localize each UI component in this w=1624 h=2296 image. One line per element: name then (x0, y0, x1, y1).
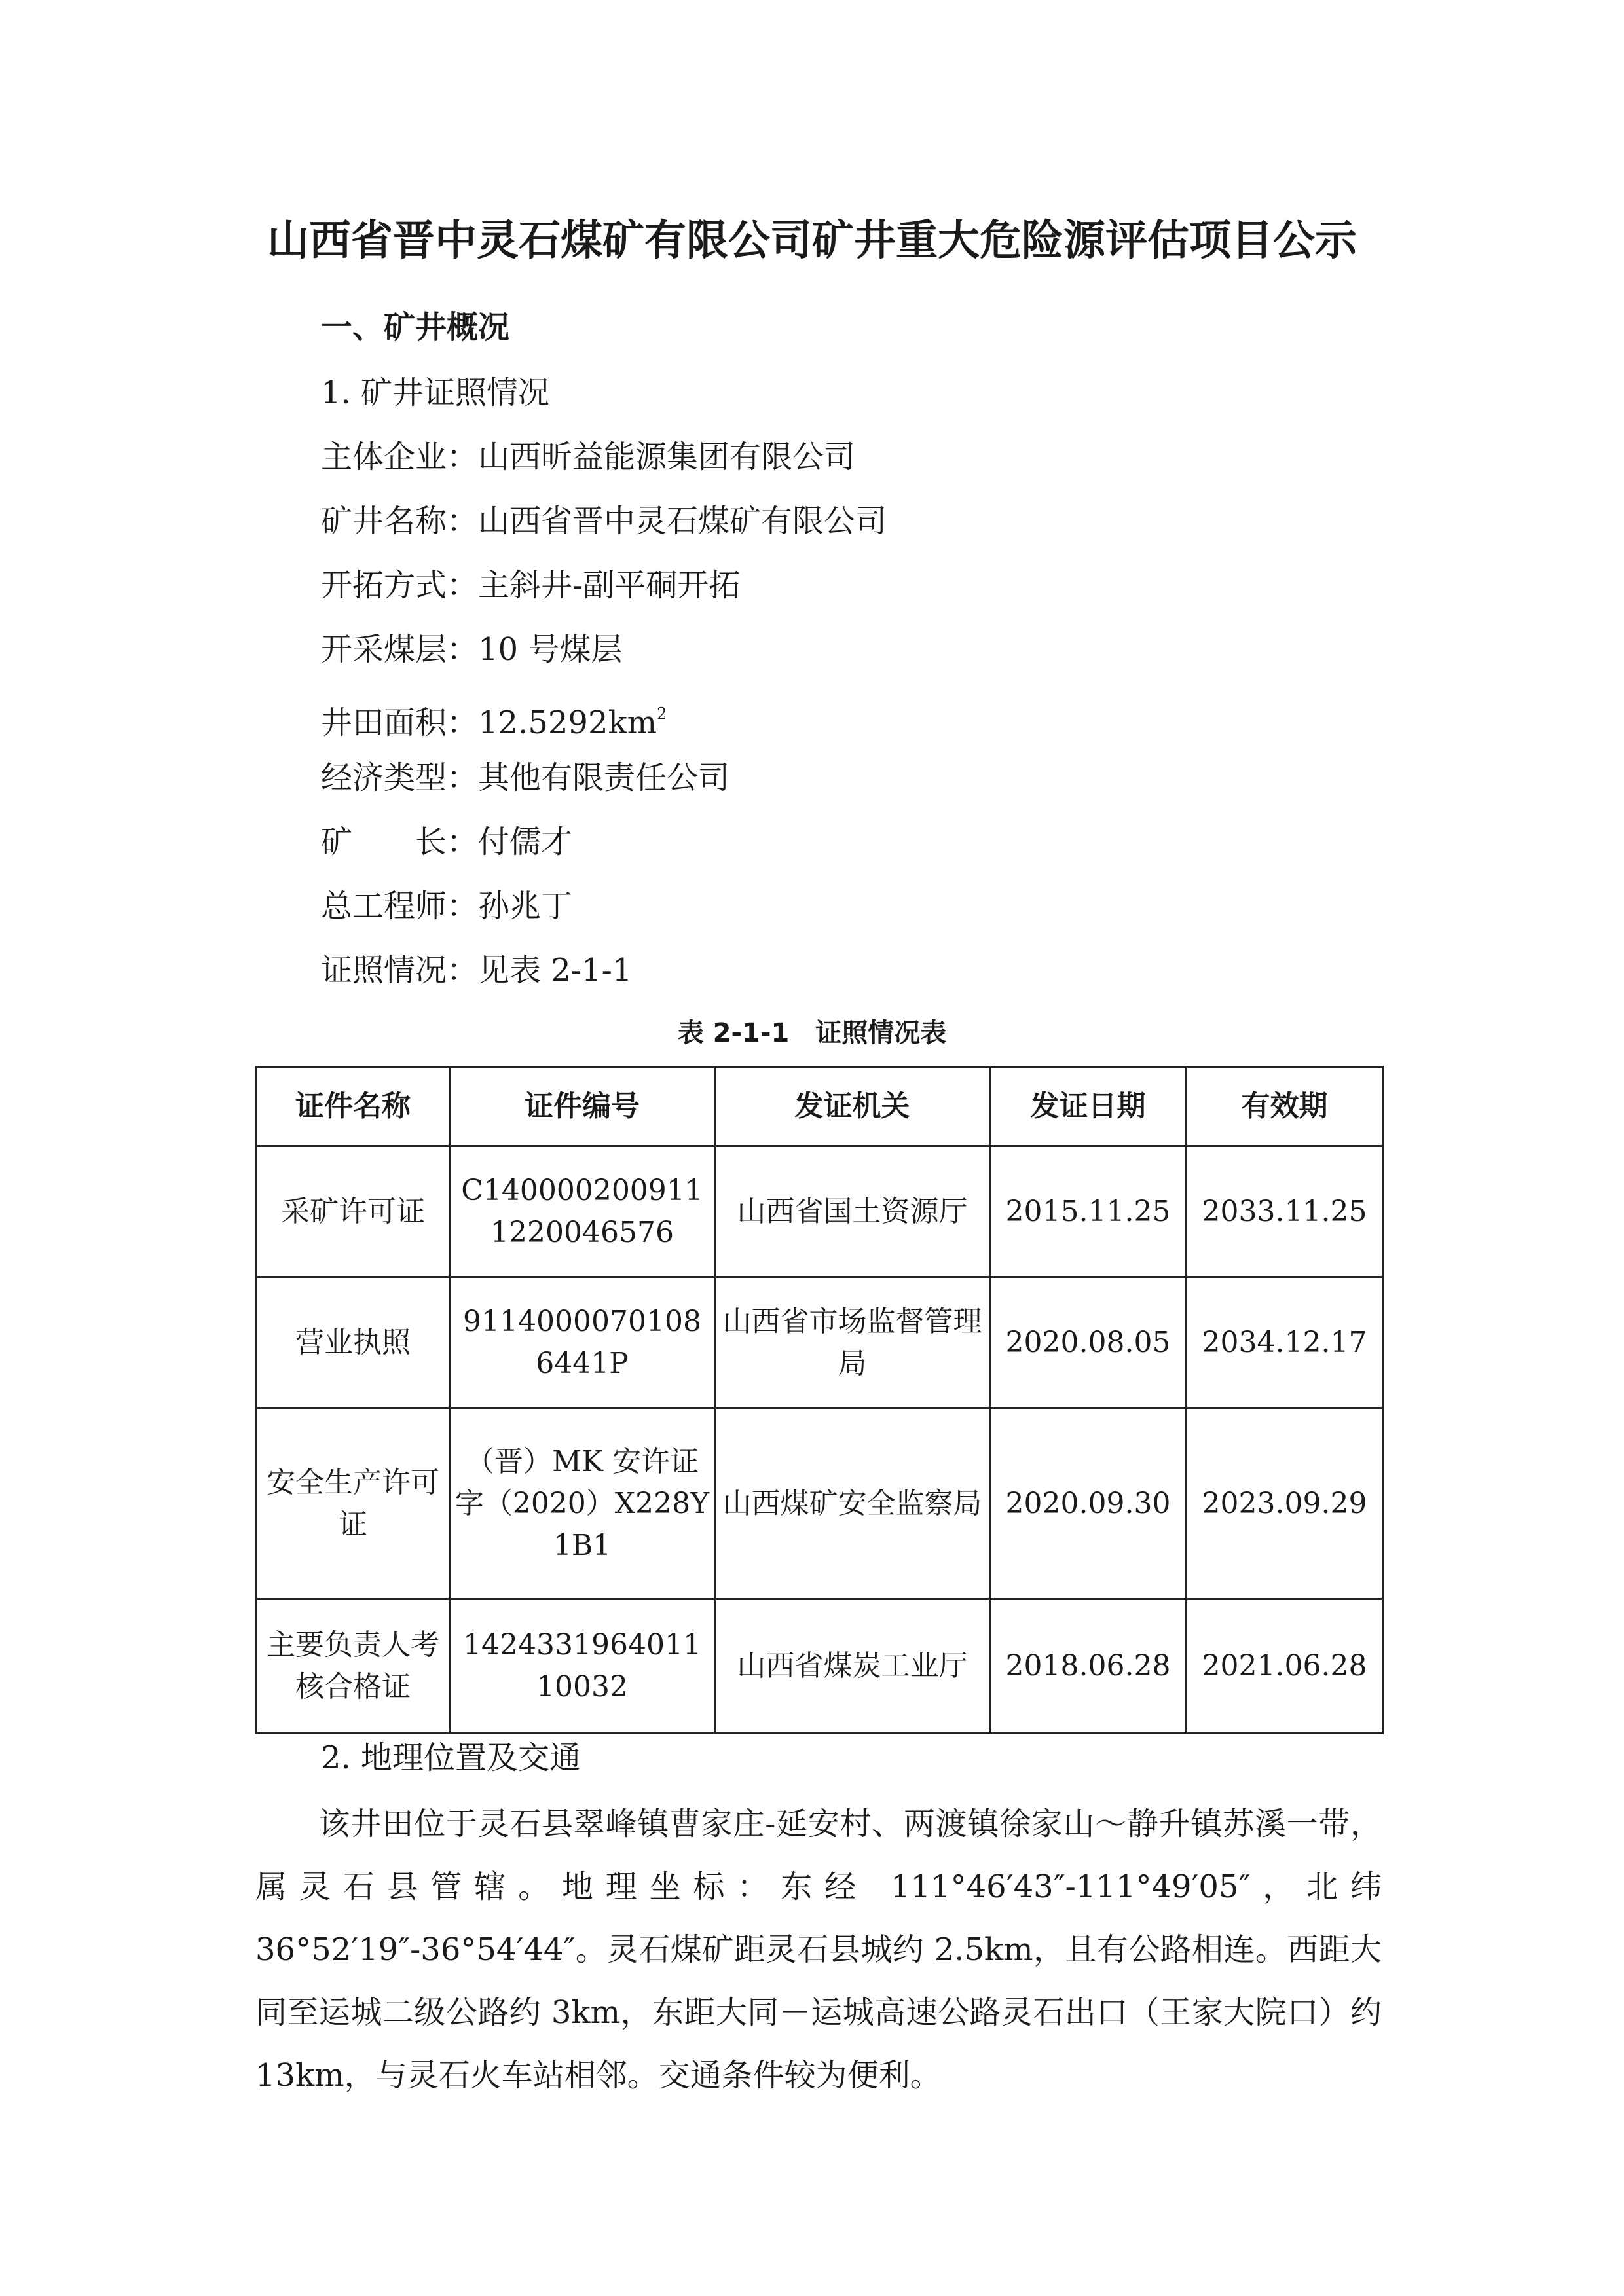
location-paragraph: 该井田位于灵石县翠峰镇曹家庄-延安村、两渡镇徐家山～静升镇苏溪一带，属灵石县管辖。地理坐标：东经 111°46′43″-111°49′05″，北纬 36°52′19″-36°54′44″。灵石煤矿距灵石县城约 2.5km，且有公路相连。西距大同至运城二级公路约 3km，东距大同－运城高速公路灵石出口（王家大院口）约 13km，与灵石火车站相邻。交通条件较为便利。 (255, 1806, 1382, 2094)
info-value: 山西省晋中灵石煤矿有限公司 (478, 503, 887, 539)
info-line-licenses (321, 941, 632, 1000)
header-cert-number: 证件编号 (450, 1067, 715, 1146)
header-valid-until: 有效期 (1187, 1067, 1383, 1146)
section-heading-overview: 一、矿井概况 (321, 309, 510, 346)
cell-issuer: 山西省煤炭工业厅 (715, 1599, 990, 1734)
info-value: 付儒才 (478, 824, 573, 860)
table-header-row (257, 1067, 1383, 1146)
cell-cert-number: C1400002009111220046576 (450, 1146, 715, 1277)
info-value: 12.5292km (478, 704, 657, 741)
subsection-heading-location: 2. 地理位置及交通 (321, 1740, 581, 1776)
info-value: 山西昕益能源集团有限公司 (478, 439, 856, 475)
info-label: 矿井名称： (321, 503, 479, 539)
info-label: 经济类型： (321, 759, 479, 796)
cell-cert-number: （晋）MK 安许证字（2020）X228Y1B1 (450, 1408, 715, 1599)
cell-valid-until: 2034.12.17 (1187, 1277, 1383, 1408)
cell-issue-date: 2020.08.05 (990, 1277, 1187, 1408)
cell-valid-until: 2021.06.28 (1187, 1599, 1383, 1734)
info-line-area (321, 684, 667, 752)
info-label: 井田面积： (321, 704, 479, 741)
info-value: 其他有限责任公司 (478, 759, 730, 796)
info-line-development (321, 556, 740, 615)
info-value: 见表 2-1-1 (478, 952, 633, 989)
info-label: 总工程师： (321, 888, 479, 924)
cell-cert-name: 采矿许可证 (257, 1146, 450, 1277)
header-issuer: 发证机关 (715, 1067, 990, 1146)
header-cert-name: 证件名称 (257, 1067, 450, 1146)
cell-issuer: 山西省国土资源厅 (715, 1146, 990, 1277)
cell-cert-number: 142433196401110032 (450, 1599, 715, 1734)
info-label: 主体企业： (321, 439, 479, 475)
info-label: 开拓方式： (321, 567, 479, 604)
page-title: 山西省晋中灵石煤矿有限公司矿井重大危险源评估项目公示 (267, 217, 1357, 265)
info-label: 开采煤层： (321, 631, 479, 668)
info-label: 矿 长： (321, 824, 479, 860)
cell-issue-date: 2015.11.25 (990, 1146, 1187, 1277)
license-table (255, 1066, 1384, 1734)
table-row (257, 1146, 1383, 1277)
table-row (257, 1277, 1383, 1408)
cell-issuer: 山西煤矿安全监察局 (715, 1408, 990, 1599)
info-value: 孙兆丁 (478, 888, 573, 924)
cell-cert-name: 营业执照 (257, 1277, 450, 1408)
info-value: 10 号煤层 (478, 631, 623, 668)
cell-issue-date: 2018.06.28 (990, 1599, 1187, 1734)
subsection-heading-license: 1. 矿井证照情况 (321, 374, 550, 411)
info-line-seam (321, 620, 622, 679)
info-value: 主斜井-副平硐开拓 (478, 567, 741, 604)
cell-cert-number: 91140000701086441P (450, 1277, 715, 1408)
cell-issue-date: 2020.09.30 (990, 1408, 1187, 1599)
table-row (257, 1599, 1383, 1734)
info-line-chief-engineer (321, 877, 572, 936)
header-issue-date: 发证日期 (990, 1067, 1187, 1146)
info-line-mine-manager (321, 812, 572, 871)
info-superscript: 2 (657, 704, 667, 723)
info-line-enterprise (321, 428, 855, 486)
cell-valid-until: 2023.09.29 (1187, 1408, 1383, 1599)
table-caption: 表 2-1-1 证照情况表 (677, 1018, 947, 1048)
info-label: 证照情况： (321, 952, 479, 989)
table-row (257, 1408, 1383, 1599)
info-line-economic-type (321, 748, 729, 807)
cell-valid-until: 2033.11.25 (1187, 1146, 1383, 1277)
cell-issuer: 山西省市场监督管理局 (715, 1277, 990, 1408)
cell-cert-name: 主要负责人考核合格证 (257, 1599, 450, 1734)
cell-cert-name: 安全生产许可证 (257, 1408, 450, 1599)
info-line-mine-name (321, 492, 887, 551)
